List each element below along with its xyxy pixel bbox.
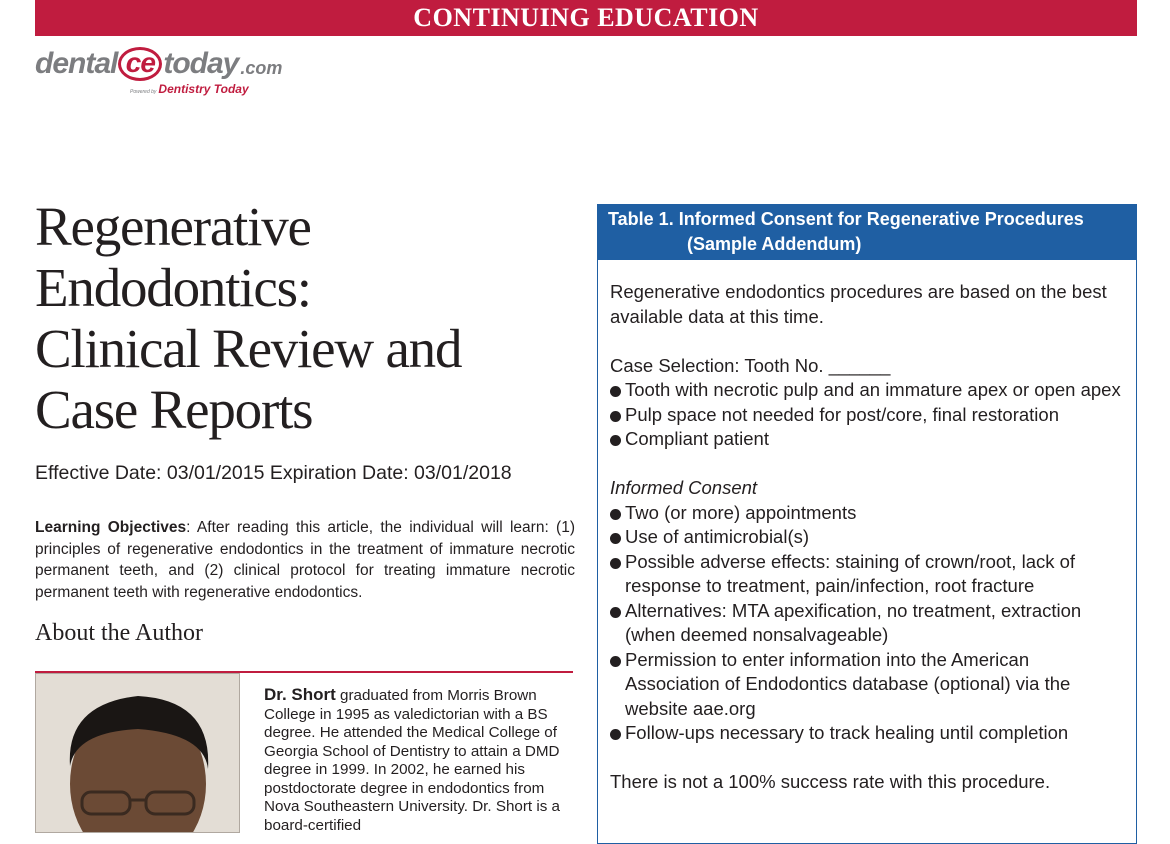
title-line: Regenerative <box>35 196 311 257</box>
bio-text: graduated from Morris Brown College in 1995 as valedictorian with a BS degree. He attended the Medical College of Georgia School of Dentistry to attain a DMD degree in 1999. In 2002, he earned his postdoctorate degree in endodontics from Nova Southeastern University. Dr. Short is a board-certified <box>264 687 560 834</box>
objectives-text: : After reading this article, the individual will learn: (1) principles of regenerative endodontics in the treatment of immature necrotic permanent teeth, and (2) clinical protocol for treating immature necrotic permanent teeth with regenerative endodontics. <box>35 519 575 601</box>
table-body <box>598 260 1136 795</box>
logo-word-dental: dental <box>35 47 118 80</box>
logo-powered-by <box>130 82 249 96</box>
author-portrait-image <box>36 674 240 833</box>
table-header <box>598 205 1136 260</box>
article-title <box>35 196 575 440</box>
about-author-heading: About the Author <box>35 620 203 646</box>
title-line: Endodontics: <box>35 257 311 318</box>
informed-consent-heading: Informed Consent <box>610 477 758 498</box>
list-item: Use of antimicrobial(s) <box>610 525 1124 550</box>
title-line: Case Reports <box>35 379 313 440</box>
logo-ce-mark: ce <box>118 47 162 81</box>
author-photo <box>35 673 240 833</box>
list-item: Tooth with necrotic pulp and an immature apex or open apex <box>610 378 1124 403</box>
list-item: Possible adverse effects: staining of crown/root, lack of response to treatment, pain/infection, root fracture <box>610 550 1124 599</box>
table-intro: Regenerative endodontics procedures are based on the best available data at this time. <box>610 281 1107 327</box>
list-item: Pulp space not needed for post/core, final restoration <box>610 403 1124 428</box>
logo-brand: Dentistry Today <box>158 82 249 96</box>
objectives-label: Learning Objectives <box>35 519 187 536</box>
effective-dates: Effective Date: 03/01/2015 Expiration Date: 03/01/2018 <box>35 462 512 484</box>
case-selection-list <box>610 378 1124 452</box>
success-rate-note: There is not a 100% success rate with this procedure. <box>610 771 1051 792</box>
logo-word-today: today <box>163 47 239 80</box>
case-selection-label: Case Selection: Tooth No. ______ <box>610 354 891 376</box>
bio-name: Dr. Short <box>264 685 336 704</box>
author-bio <box>264 686 574 835</box>
list-item: Follow-ups necessary to track healing until completion <box>610 721 1124 746</box>
table-title-line1: Table 1. Informed Consent for Regenerative Procedures <box>608 209 1084 229</box>
table-title-line2: (Sample Addendum) <box>687 234 862 254</box>
informed-consent-list <box>610 501 1124 746</box>
title-line: Clinical Review and <box>35 318 462 379</box>
informed-consent-table <box>597 204 1137 844</box>
logo-tld: .com <box>240 57 283 78</box>
list-item: Two (or more) appointments <box>610 501 1124 526</box>
logo-powered-label: Powered by <box>130 89 157 95</box>
list-item: Permission to enter information into the American Association of Endodontics database (optional) via the website aae.org <box>610 648 1124 722</box>
dentalcetoday-logo <box>35 44 305 96</box>
continuing-education-banner: CONTINUING EDUCATION <box>35 0 1137 36</box>
learning-objectives <box>35 517 575 603</box>
list-item: Alternatives: MTA apexification, no treatment, extraction (when deemed nonsalvageable) <box>610 599 1124 648</box>
list-item: Compliant patient <box>610 427 1124 452</box>
